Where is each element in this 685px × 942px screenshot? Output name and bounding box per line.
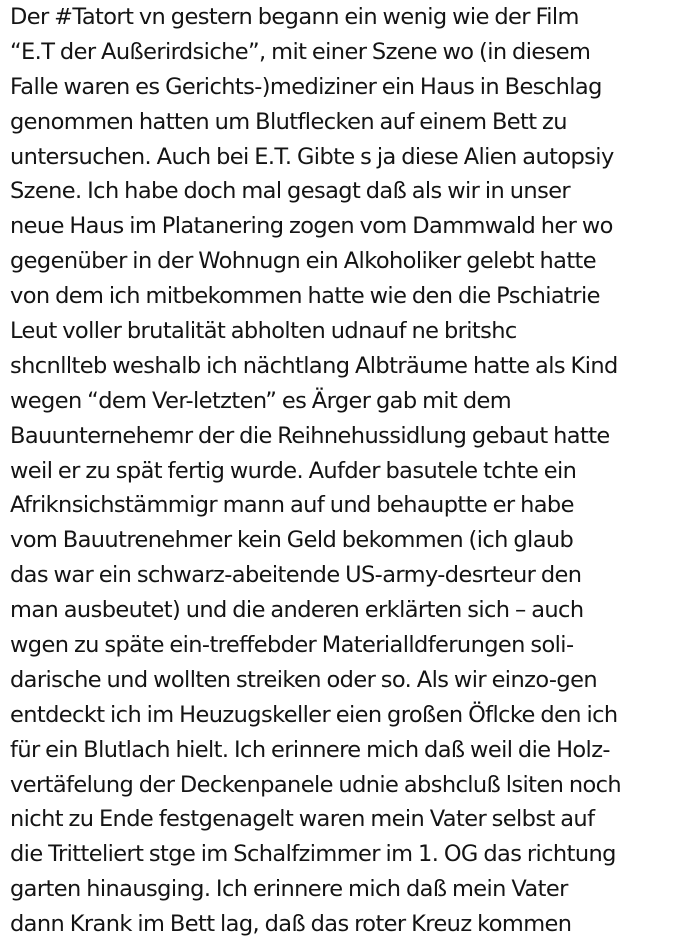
text-line: dann Krank im Bett lag, daß das roter Kreuz kommen [10,911,572,938]
text-line: Afriknsichstämmigr mann auf und behauptte er habe [10,492,574,519]
text-line: Bauunternehemr der die Reihnehussidlung gebaut hatte [10,422,610,449]
text-line: genommen hatten um Blutflecken auf einem Bett zu [10,108,567,135]
text-line: untersuchen. Auch bei E.T. Gibte s ja diese Alien autopsiy [10,143,614,170]
text-line: garten hinausging. Ich erinnere mich daß mein Vater [10,876,568,903]
text-line: vom Bauutrenehmer kein Geld bekommen (ich glaub [10,527,574,554]
text-line: das war ein schwarz-abeitende US-army-desrteur den [10,562,582,589]
text-line: shcnllteb weshalb ich nächtlang Albträume hatte als Kind [10,352,618,379]
text-line: nicht zu Ende festgenagelt waren mein Vater selbst auf [10,806,595,833]
text-line: vertäfelung der Deckenpanele udnie abshcluß lsiten noch [10,771,622,798]
text-line: neue Haus im Platanering zogen vom Dammwald her wo [10,213,613,240]
document-text [10,0,682,942]
text-line: wegen “dem Ver-letzten” es Ärger gab mit dem [10,387,512,414]
text-line: weil er zu spät fertig wurde. Aufder basutele tchte ein [10,457,577,484]
text-line: “E.T der Außerirdsiche”, mit einer Szene wo (in diesem [10,38,591,65]
text-line: die Tritteliert stge im Schalfzimmer im 1. OG das richtung [10,841,616,868]
text-line: entdeckt ich im Heuzugskeller eien großen Öflcke den ich [10,701,618,728]
text-line: man ausbeutet) und die anderen erklärten sich – auch [10,597,584,624]
text-line: von dem ich mitbekommen hatte wie den die Pschiatrie [10,283,600,310]
text-line: wgen zu späte ein-treffebder Materialldferungen soli- [10,632,574,659]
text-line: Leut voller brutalität abholten udnauf ne britshc [10,318,517,345]
text-line: Szene. Ich habe doch mal gesagt daß als wir in unser [10,178,571,205]
text-line: Falle waren es Gerichts-)mediziner ein Haus in Beschlag [10,73,602,100]
text-line: gegenüber in der Wohnugn ein Alkoholiker gelebt hatte [10,248,597,275]
text-line: Der #Tatort vn gestern begann ein wenig wie der Film [10,4,579,30]
text-line: darische und wollten streiken oder so. Als wir einzo-gen [10,666,598,693]
text-line: für ein Blutlach hielt. Ich erinnere mich daß weil die Holz- [10,736,610,763]
